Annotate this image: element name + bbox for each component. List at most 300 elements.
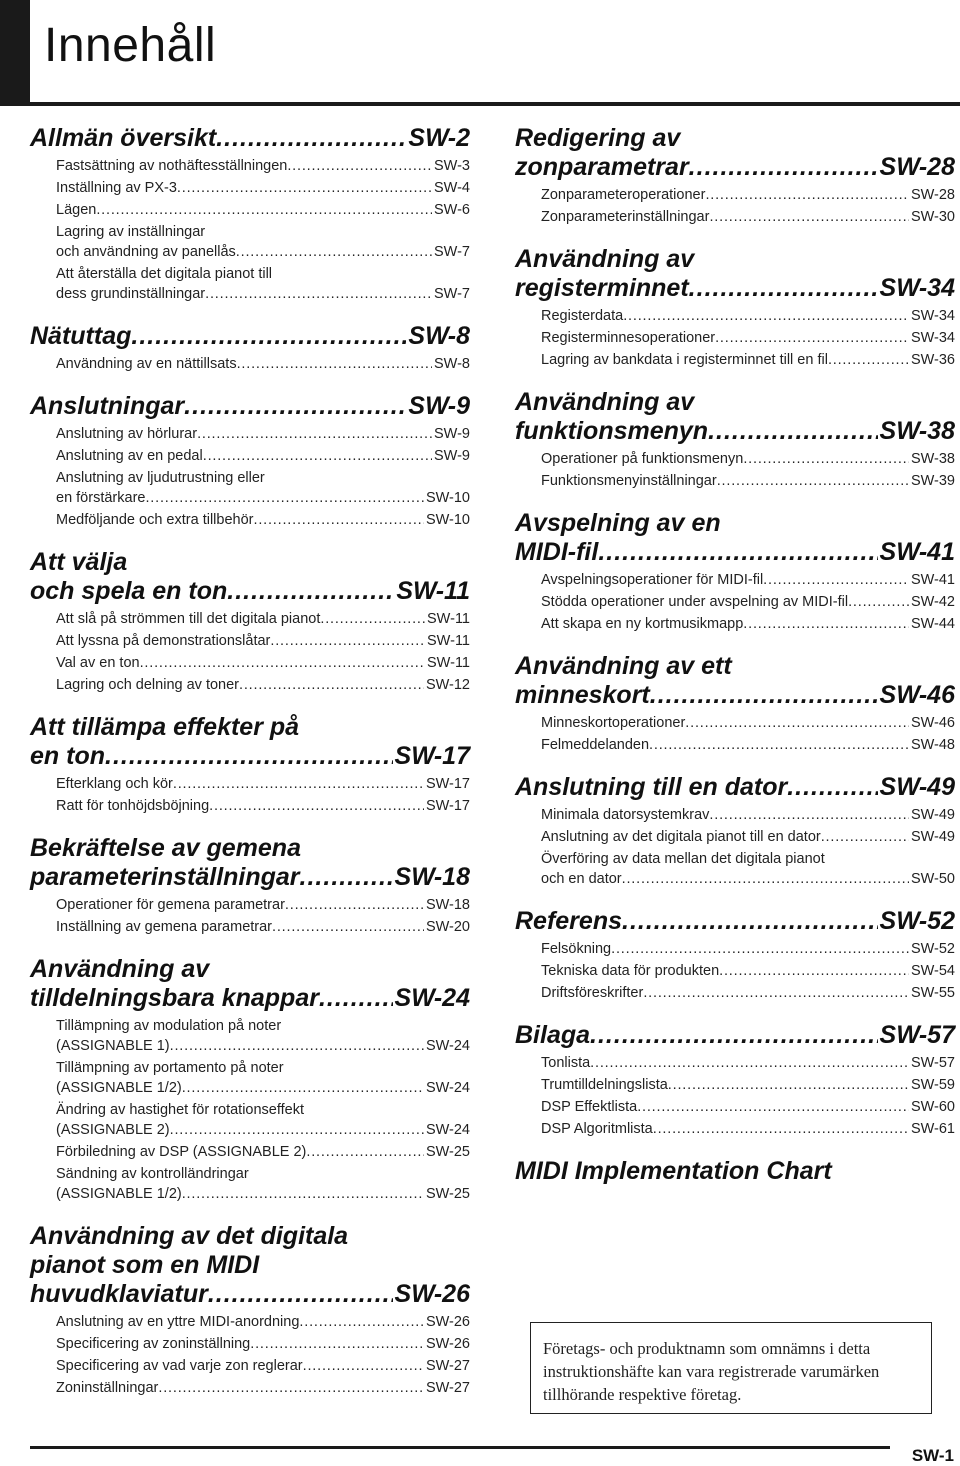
dot-leader	[287, 156, 432, 176]
entry-text: Ratt för tonhöjdsböjning	[56, 798, 210, 814]
entry-page-number: SW-30	[910, 209, 955, 225]
entry-text-line1: Att återställa det digitala pianot till	[56, 266, 273, 282]
entry-text: Lagring av bankdata i registerminnet till en fil	[541, 352, 828, 368]
entry-text: Driftsföreskrifter	[541, 985, 644, 1001]
toc-entry[interactable]	[541, 592, 955, 612]
dot-leader	[145, 488, 423, 508]
section-heading-text: pianot som en MIDI	[30, 1251, 260, 1279]
entry-text: Användning av en nättillsats	[56, 356, 237, 372]
entry-page-number: SW-25	[425, 1186, 470, 1202]
entry-page-number: SW-27	[425, 1358, 470, 1374]
dot-leader	[848, 592, 909, 612]
section-heading-text: Användning av ett	[515, 652, 732, 680]
entry-page-number: SW-6	[434, 202, 470, 218]
entry-page-number: SW-4	[434, 180, 470, 196]
entry-text: Att skapa en ny kortmusikmapp	[541, 616, 744, 632]
toc-entry[interactable]	[56, 1334, 470, 1354]
entry-page-number: SW-24	[425, 1122, 470, 1138]
entry-page-number: SW-7	[434, 244, 470, 260]
toc-entry[interactable]	[541, 350, 955, 370]
section-heading-text: Redigering av	[515, 124, 681, 152]
dot-leader	[319, 984, 393, 1013]
entry-text: Anslutning av det digitala pianot till en dator	[541, 829, 821, 845]
entry-page-number: SW-39	[910, 473, 955, 489]
toc-entry[interactable]	[56, 774, 470, 794]
dot-leader	[173, 774, 424, 794]
toc-entry[interactable]	[541, 713, 955, 733]
entry-page-number: SW-7	[434, 286, 470, 302]
section-heading[interactable]	[30, 955, 470, 1013]
dot-leader	[205, 284, 432, 304]
toc-section	[515, 388, 955, 491]
entry-text-line1: Lagring av inställningar	[56, 224, 206, 240]
toc-entry[interactable]	[56, 675, 470, 695]
dot-leader	[96, 200, 432, 220]
entry-page-number: SW-18	[425, 897, 470, 913]
section-heading-text: funktionsmenyn	[515, 417, 709, 445]
dot-leader	[158, 1378, 424, 1398]
toc-entry[interactable]	[56, 178, 470, 198]
entry-text: Specificering av zoninställning	[56, 1336, 251, 1352]
entry-page-number: SW-42	[910, 594, 955, 610]
entry-page-number: SW-26	[425, 1336, 470, 1352]
toc-entry[interactable]	[541, 449, 955, 469]
entry-text: DSP Effektlista	[541, 1099, 638, 1115]
dot-leader	[689, 274, 878, 303]
section-heading-text: registerminnet	[515, 274, 689, 302]
entry-page-number: SW-44	[910, 616, 955, 632]
entry-text: Avspelningsoperationer för MIDI-fil	[541, 572, 764, 588]
toc-entry[interactable]	[56, 609, 470, 629]
toc-entry[interactable]	[56, 200, 470, 220]
dot-leader	[623, 306, 909, 326]
page-title: Innehåll	[44, 19, 217, 72]
dot-leader	[787, 773, 877, 802]
entry-text: Anslutning av hörlurar	[56, 426, 198, 442]
dot-leader	[216, 124, 406, 153]
section-heading-text: Avspelning av en	[515, 509, 721, 537]
dot-leader	[705, 185, 909, 205]
toc-section	[515, 652, 955, 755]
entry-page-number: SW-17	[425, 776, 470, 792]
midi-implementation-chart-link[interactable]: MIDI Implementation Chart	[515, 1157, 832, 1185]
entry-text: Stödda operationer under avspelning av MIDI-fil	[541, 594, 849, 610]
toc-entry[interactable]	[541, 306, 955, 326]
section-heading-text: Bilaga	[515, 1021, 591, 1049]
dot-leader	[170, 1120, 424, 1140]
dot-leader	[709, 805, 909, 825]
toc-entry[interactable]	[56, 917, 470, 937]
toc-section	[30, 392, 470, 530]
section-page-number: SW-9	[408, 392, 470, 420]
toc-entry[interactable]	[541, 1097, 955, 1117]
entry-text: Val av en ton	[56, 655, 140, 671]
toc-section	[515, 245, 955, 370]
toc-entry[interactable]	[541, 471, 955, 491]
entry-page-number: SW-38	[910, 451, 955, 467]
section-page-number: SW-17	[394, 742, 470, 770]
toc-section	[30, 124, 470, 304]
dot-leader	[227, 577, 394, 606]
entry-text: (ASSIGNABLE 1)	[56, 1038, 170, 1054]
entry-page-number: SW-59	[910, 1077, 955, 1093]
dot-leader	[303, 1356, 424, 1376]
trademark-note: Företags- och produktnamn som omnämns i detta instruktionshäfte kan vara registrerade varumärken tillhörande respektive företag.	[530, 1322, 932, 1414]
section-page-number: SW-49	[879, 773, 955, 801]
section-heading-text: Användning av	[515, 388, 695, 416]
entry-text: Registerminnesoperationer	[541, 330, 716, 346]
section-heading[interactable]	[30, 322, 470, 351]
dot-leader	[250, 1334, 424, 1354]
dot-leader	[821, 827, 909, 847]
toc-entry[interactable]	[541, 735, 955, 755]
entry-page-number: SW-24	[425, 1038, 470, 1054]
section-heading-text: tilldelningsbara knappar	[30, 984, 319, 1012]
entry-page-number: SW-46	[910, 715, 955, 731]
dot-leader	[237, 354, 432, 374]
toc-entry[interactable]	[56, 1142, 470, 1162]
dot-leader	[285, 895, 424, 915]
entry-text: Tekniska data för produkten	[541, 963, 720, 979]
entry-text: en förstärkare	[56, 490, 146, 506]
entry-page-number: SW-9	[434, 448, 470, 464]
entry-text-line1: Tillämpning av portamento på noter	[56, 1060, 284, 1076]
toc-entry[interactable]	[541, 849, 955, 889]
dot-leader	[763, 570, 909, 590]
entry-page-number: SW-61	[910, 1121, 955, 1137]
entry-text-line1: Överföring av data mellan det digitala pianot	[541, 851, 825, 867]
dot-leader	[272, 917, 424, 937]
footer-rule	[30, 1446, 890, 1449]
toc-entry[interactable]	[541, 827, 955, 847]
entry-text-line1: Anslutning av ljudutrustning eller	[56, 470, 265, 486]
section-page-number: SW-28	[879, 153, 955, 181]
toc-entry[interactable]	[56, 1058, 470, 1098]
section-page-number: SW-38	[879, 417, 955, 445]
entry-page-number: SW-41	[910, 572, 955, 588]
dot-leader	[689, 153, 878, 182]
section-page-number: SW-2	[408, 124, 470, 152]
dot-leader	[708, 417, 877, 446]
dot-leader	[719, 961, 909, 981]
dot-leader	[685, 713, 909, 733]
section-page-number: SW-52	[879, 907, 955, 935]
entry-text: Lagring och delning av toner	[56, 677, 239, 693]
section-heading-text: huvudklaviatur	[30, 1280, 208, 1308]
entry-page-number: SW-60	[910, 1099, 955, 1115]
entry-text: Zonparameteroperationer	[541, 187, 706, 203]
dot-leader	[637, 1097, 909, 1117]
dot-leader	[709, 207, 908, 227]
toc-entry[interactable]	[56, 424, 470, 444]
footer-page-number: SW-1	[911, 1446, 954, 1465]
toc-entry[interactable]	[541, 939, 955, 959]
entry-page-number: SW-11	[427, 611, 470, 627]
toc-entry[interactable]	[56, 1356, 470, 1376]
section-page-number: SW-34	[879, 274, 955, 302]
entry-text: och användning av panellås	[56, 244, 236, 260]
dot-leader	[715, 328, 909, 348]
section-heading[interactable]	[30, 834, 470, 892]
toc-section	[30, 834, 470, 937]
section-heading-text: Att tillämpa effekter på	[30, 713, 300, 741]
entry-page-number: SW-12	[425, 677, 470, 693]
entry-text: Specificering av vad varje zon reglerar	[56, 1358, 303, 1374]
toc-entry[interactable]	[56, 1016, 470, 1056]
dot-leader	[590, 1021, 877, 1050]
section-page-number: SW-18	[394, 863, 470, 891]
entry-text: Tonlista	[541, 1055, 591, 1071]
dot-leader	[299, 1312, 424, 1332]
dot-leader	[650, 681, 878, 710]
entry-text-line1: Ändring av hastighet för rotationseffekt	[56, 1102, 304, 1118]
toc-entry[interactable]	[541, 805, 955, 825]
section-heading-text: minneskort	[515, 681, 650, 709]
entry-text: (ASSIGNABLE 1/2)	[56, 1080, 182, 1096]
dot-leader	[239, 675, 424, 695]
entry-page-number: SW-27	[425, 1380, 470, 1396]
dot-leader	[177, 178, 432, 198]
section-page-number: SW-41	[879, 538, 955, 566]
entry-text: Felmeddelanden	[541, 737, 650, 753]
toc-section	[30, 1222, 470, 1398]
dot-leader	[643, 983, 909, 1003]
toc-entry[interactable]	[541, 570, 955, 590]
section-heading-text: Anslutning till en dator	[515, 773, 788, 801]
entry-page-number: SW-10	[425, 512, 470, 528]
toc-entry[interactable]	[541, 614, 955, 634]
section-heading[interactable]	[30, 124, 470, 153]
entry-text: Efterklang och kör	[56, 776, 173, 792]
entry-page-number: SW-24	[425, 1080, 470, 1096]
dot-leader	[209, 796, 424, 816]
entry-page-number: SW-50	[910, 871, 955, 887]
section-page-number: SW-24	[394, 984, 470, 1012]
entry-text: (ASSIGNABLE 2)	[56, 1122, 170, 1138]
dot-leader	[182, 1078, 424, 1098]
entry-text: Fastsättning av nothäftesställningen	[56, 158, 288, 174]
entry-page-number: SW-57	[910, 1055, 955, 1071]
entry-text: Inställning av gemena parametrar	[56, 919, 273, 935]
toc-section	[515, 773, 955, 889]
section-heading[interactable]	[515, 124, 955, 182]
dot-leader	[203, 446, 432, 466]
toc-section	[30, 955, 470, 1204]
section-heading-text: Bekräftelse av gemena	[30, 834, 301, 862]
dot-leader	[306, 1142, 424, 1162]
toc-entry[interactable]	[541, 1075, 955, 1095]
entry-text: Minneskortoperationer	[541, 715, 686, 731]
toc-entry[interactable]	[541, 1053, 955, 1073]
dot-leader	[717, 471, 909, 491]
entry-page-number: SW-26	[425, 1314, 470, 1330]
toc-entry[interactable]	[56, 895, 470, 915]
entry-page-number: SW-49	[910, 829, 955, 845]
entry-page-number: SW-36	[910, 352, 955, 368]
dot-leader	[828, 350, 909, 370]
toc-entry[interactable]	[541, 961, 955, 981]
entry-page-number: SW-9	[434, 426, 470, 442]
toc-entry[interactable]	[56, 631, 470, 651]
title-underline	[30, 102, 960, 106]
dot-leader	[184, 392, 406, 421]
entry-page-number: SW-34	[910, 308, 955, 324]
section-heading[interactable]	[30, 713, 470, 771]
toc-entry[interactable]	[56, 446, 470, 466]
section-heading[interactable]	[515, 245, 955, 303]
entry-text: och en dator	[541, 871, 622, 887]
toc-section	[30, 322, 470, 374]
entry-text: Att lyssna på demonstrationslåtar	[56, 633, 271, 649]
section-heading-text: och spela en ton	[30, 577, 228, 605]
toc-entry[interactable]	[56, 354, 470, 374]
section-heading-text: parameterinställningar	[30, 863, 300, 891]
toc-section	[30, 548, 470, 695]
section-heading[interactable]	[30, 1222, 470, 1309]
dot-leader	[131, 322, 406, 351]
entry-text-line1: Sändning av kontrolländringar	[56, 1166, 249, 1182]
entry-page-number: SW-10	[425, 490, 470, 506]
dot-leader	[140, 653, 425, 673]
toc-entry[interactable]	[56, 1164, 470, 1204]
title-accent-block	[0, 0, 30, 106]
entry-page-number: SW-20	[425, 919, 470, 935]
section-heading-text: en ton	[30, 742, 105, 770]
entry-page-number: SW-34	[910, 330, 955, 346]
section-heading-text: Användning av	[30, 955, 210, 983]
toc-section	[515, 509, 955, 634]
entry-text: Felsökning	[541, 941, 612, 957]
dot-leader	[649, 735, 909, 755]
section-page-number: SW-57	[879, 1021, 955, 1049]
section-heading[interactable]	[515, 907, 955, 936]
toc-entry[interactable]	[541, 328, 955, 348]
toc-section	[515, 1021, 955, 1139]
entry-text: Att slå på strömmen till det digitala pianot	[56, 611, 321, 627]
section-heading[interactable]	[515, 652, 955, 710]
entry-page-number: SW-3	[434, 158, 470, 174]
dot-leader	[208, 1280, 393, 1309]
section-heading-text: Anslutningar	[30, 392, 185, 420]
dot-leader	[598, 538, 877, 567]
entry-page-number: SW-52	[910, 941, 955, 957]
toc-entry[interactable]	[56, 264, 470, 304]
entry-text: Funktionsmenyinställningar	[541, 473, 717, 489]
dot-leader	[653, 1119, 909, 1139]
dot-leader	[622, 907, 878, 936]
dot-leader	[197, 424, 432, 444]
dot-leader	[320, 609, 425, 629]
toc-entry[interactable]	[541, 1119, 955, 1139]
entry-text: Operationer på funktionsmenyn	[541, 451, 744, 467]
toc-entry[interactable]	[56, 1100, 470, 1140]
section-heading[interactable]	[30, 392, 470, 421]
section-page-number: SW-8	[408, 322, 470, 350]
dot-leader	[611, 939, 909, 959]
section-heading-text: Nätuttag	[30, 322, 132, 350]
toc-entry[interactable]	[541, 983, 955, 1003]
entry-page-number: SW-49	[910, 807, 955, 823]
entry-text: Zoninställningar	[56, 1380, 159, 1396]
dot-leader	[743, 449, 909, 469]
dot-leader	[270, 631, 425, 651]
entry-text: Medföljande och extra tillbehör	[56, 512, 254, 528]
dot-leader	[590, 1053, 909, 1073]
entry-text: Operationer för gemena parametrar	[56, 897, 285, 913]
section-page-number: SW-46	[879, 681, 955, 709]
section-heading-text: Allmän översikt	[30, 124, 217, 152]
section-heading-text: Användning av	[515, 245, 695, 273]
entry-page-number: SW-8	[434, 356, 470, 372]
toc-section	[30, 713, 470, 816]
dot-leader	[668, 1075, 909, 1095]
entry-page-number: SW-17	[425, 798, 470, 814]
toc-entry[interactable]	[56, 796, 470, 816]
toc-entry[interactable]	[541, 185, 955, 205]
toc-entry[interactable]	[56, 1378, 470, 1398]
section-heading-text: Referens	[515, 907, 622, 935]
section-heading[interactable]	[515, 773, 955, 802]
section-heading-text: MIDI-fil	[515, 538, 599, 566]
section-heading[interactable]	[30, 548, 470, 606]
section-heading-text: zonparametrar	[515, 153, 689, 181]
entry-page-number: SW-55	[910, 985, 955, 1001]
dot-leader	[182, 1184, 424, 1204]
section-page-number: SW-26	[394, 1280, 470, 1308]
toc-section	[515, 124, 955, 227]
toc-entry[interactable]	[56, 1312, 470, 1332]
entry-text-line1: Tillämpning av modulation på noter	[56, 1018, 282, 1034]
entry-text: Zonparameterinställningar	[541, 209, 710, 225]
entry-text: (ASSIGNABLE 1/2)	[56, 1186, 182, 1202]
entry-text: Lägen	[56, 202, 97, 218]
section-heading[interactable]	[515, 1021, 955, 1050]
entry-text: Anslutning av en pedal	[56, 448, 203, 464]
toc-section	[515, 907, 955, 1003]
section-heading[interactable]	[515, 388, 955, 446]
entry-text: Förbiledning av DSP (ASSIGNABLE 2)	[56, 1144, 307, 1160]
entry-text: Trumtilldelningslista	[541, 1077, 668, 1093]
toc-right-column	[515, 124, 955, 1186]
dot-leader	[622, 869, 909, 889]
toc-entry[interactable]	[541, 207, 955, 227]
entry-page-number: SW-28	[910, 187, 955, 203]
section-heading-text: Användning av det digitala	[30, 1222, 349, 1250]
section-heading-text: Att välja	[30, 548, 128, 576]
section-page-number: SW-11	[396, 577, 470, 605]
entry-text: Anslutning av en yttre MIDI-anordning	[56, 1314, 300, 1330]
dot-leader	[300, 863, 393, 892]
entry-page-number: SW-54	[910, 963, 955, 979]
title-bar	[0, 0, 960, 106]
toc-entry[interactable]	[56, 510, 470, 530]
entry-page-number: SW-11	[427, 633, 470, 649]
dot-leader	[170, 1036, 424, 1056]
entry-text: Minimala datorsystemkrav	[541, 807, 710, 823]
entry-page-number: SW-11	[427, 655, 470, 671]
toc-entry[interactable]	[56, 156, 470, 176]
toc-entry[interactable]	[56, 222, 470, 262]
toc-entry[interactable]	[56, 468, 470, 508]
entry-text: DSP Algoritmlista	[541, 1121, 653, 1137]
entry-text: Inställning av PX-3	[56, 180, 177, 196]
entry-text: dess grundinställningar	[56, 286, 206, 302]
section-heading[interactable]	[515, 509, 955, 567]
entry-page-number: SW-48	[910, 737, 955, 753]
toc-entry[interactable]	[56, 653, 470, 673]
dot-leader	[253, 510, 423, 530]
dot-leader	[743, 614, 909, 634]
